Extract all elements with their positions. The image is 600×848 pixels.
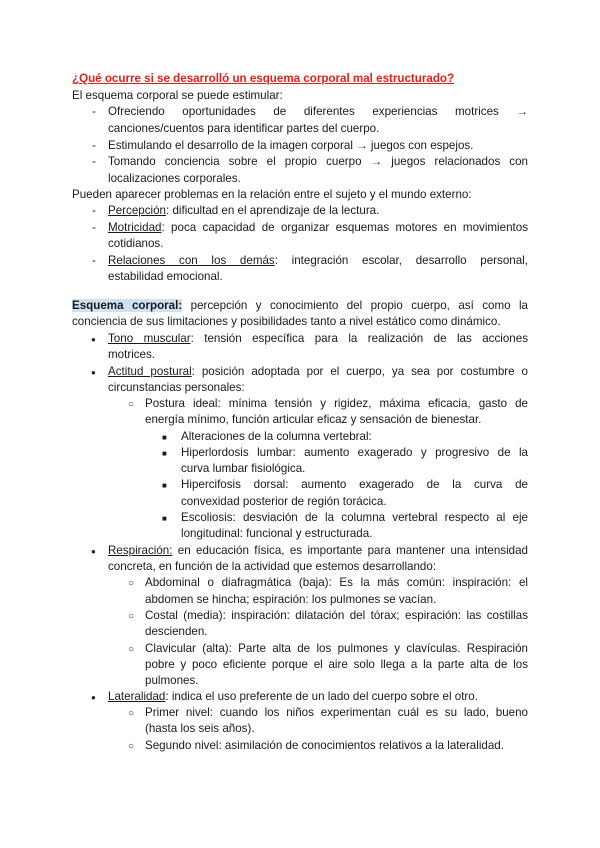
problem-text: : dificultad en el aprendizaje de la lectura. xyxy=(166,204,380,217)
lateralidad-item xyxy=(108,689,478,706)
problem-item-motricidad xyxy=(108,220,528,237)
stimulate-item-1-line-2: canciones/cuentos para identificar partes del cuerpo. xyxy=(108,122,380,135)
problems-intro: Pueden aparecer problemas en la relación entre el sujeto y el mundo externo: xyxy=(72,188,472,201)
hiperlordosis-line-2: curva lumbar fisiológica. xyxy=(181,462,306,475)
abdominal: Abdominal o diafragmática (baja): Es la más común: inspiración: el xyxy=(145,576,528,589)
dash-bullet: - xyxy=(92,254,96,267)
hipercifosis: Hipercifosis dorsal: aumento exagerado de la curva de xyxy=(181,478,528,491)
bullet-square xyxy=(162,445,167,463)
respiracion-item xyxy=(108,543,528,560)
dash-bullet: - xyxy=(92,139,96,152)
lateralidad-text: : indica el uso preferente de un lado del cuerpo sobre el otro. xyxy=(165,690,478,703)
actitud-item-line-2: circunstancias personales: xyxy=(108,381,245,394)
respiracion-item-line-2: concreta, en función de la actividad que estemos desarrollando: xyxy=(108,560,437,573)
problem-item-motricidad-line-2: cotidianos. xyxy=(108,237,164,250)
respiracion-term: Respiración: xyxy=(108,544,173,557)
bullet-dot xyxy=(91,543,96,561)
problem-item-percepcion xyxy=(108,203,379,220)
bullet-circle xyxy=(128,575,134,593)
primer-nivel-line-2: (hasta los seis años). xyxy=(145,722,255,735)
esquema-term: Esquema corporal: xyxy=(72,299,183,312)
esquema-def: percepción y conocimiento del propio cuerpo, así como la xyxy=(182,299,528,312)
postura-ideal: Postura ideal: mínima tensión y rigidez, máxima eficacia, gasto de xyxy=(145,397,528,410)
bullet-circle xyxy=(128,608,134,626)
dash-bullet: - xyxy=(92,155,96,168)
escoliosis: Escoliosis: desviación de la columna vertebral respecto al eje xyxy=(181,511,528,524)
segundo-nivel: Segundo nivel: asimilación de conocimientos relativos a la lateralidad. xyxy=(145,739,504,752)
bullet-square xyxy=(162,477,167,495)
clavicular: Clavicular (alta): Parte alta de los pulmones y clavículas. Respiración xyxy=(145,642,528,655)
stimulate-item-3-line-2: localizaciones corporales. xyxy=(108,172,241,185)
bullet-circle xyxy=(128,705,134,723)
lateralidad-term: Lateralidad xyxy=(108,690,166,703)
bullet-circle xyxy=(128,396,134,414)
actitud-term: Actitud postural xyxy=(108,365,192,378)
dash-bullet: - xyxy=(92,204,96,217)
clavicular-line-3: pulmones. xyxy=(145,674,199,687)
dash-bullet: - xyxy=(92,105,96,118)
primer-nivel: Primer nivel: cuando los niños experimentan cuál es su lado, bueno xyxy=(145,706,528,719)
respiracion-text: en educación física, es importante para mantener una intensidad xyxy=(172,544,528,557)
esquema-definition-line-2: conciencia de sus limitaciones y posibilidades tanto a nivel estático como dinámico. xyxy=(72,315,501,328)
escoliosis-line-2: longitudinal: funcional y estructurada. xyxy=(181,527,373,540)
costal-line-2: descienden. xyxy=(145,625,208,638)
stimulate-item-2: Estimulando el desarrollo de la imagen corporal → juegos con espejos. xyxy=(108,139,474,152)
problem-term: Relaciones con los demás xyxy=(108,254,275,267)
clavicular-line-2: pobre y poco eficiente porque el aire solo llega a la parte alta de los xyxy=(145,658,528,671)
bullet-dot xyxy=(91,331,96,349)
section-title: ¿Qué ocurre si se desarrolló un esquema corporal mal estructurado? xyxy=(72,72,455,85)
postura-ideal-line-2: energía mínimo, función articular eficaz y sensación de bienestar. xyxy=(145,413,482,426)
bullet-circle xyxy=(128,738,134,756)
bullet-dot xyxy=(91,364,96,382)
stimulate-item-1-line-1: Ofreciendo oportunidades de diferentes experiencias motrices → xyxy=(108,105,528,118)
problem-text: : integración escolar, desarrollo personal, xyxy=(274,254,528,267)
problem-term: Motricidad xyxy=(108,221,162,234)
tono-item-line-2: motrices. xyxy=(108,348,156,361)
abdominal-line-2: abdomen se hincha; espiración: los pulmones se vacían. xyxy=(145,593,437,606)
tono-term: Tono muscular xyxy=(108,332,191,345)
hipercifosis-line-2: convexidad posterior de región torácica. xyxy=(181,495,387,508)
bullet-dot xyxy=(91,689,96,707)
tono-item xyxy=(108,331,528,348)
actitud-item xyxy=(108,364,528,381)
alteraciones: Alteraciones de la columna vertebral: xyxy=(181,430,372,443)
tono-text: : tensión específica para la realización de las acciones xyxy=(190,332,528,345)
bullet-circle xyxy=(128,641,134,659)
problem-item-relaciones xyxy=(108,253,528,270)
problem-term: Percepción xyxy=(108,204,167,217)
stimulate-item-3-line-1: Tomando conciencia sobre el propio cuerpo → juegos relacionados con xyxy=(108,155,528,168)
intro-text: El esquema corporal se puede estimular: xyxy=(72,89,283,102)
dash-bullet: - xyxy=(92,221,96,234)
esquema-definition xyxy=(72,298,528,315)
problem-item-relaciones-line-2: estabilidad emocional. xyxy=(108,270,223,283)
bullet-square xyxy=(162,429,167,447)
actitud-text: : posición adoptada por el cuerpo, ya sea por costumbre o xyxy=(191,365,529,378)
problem-text: : poca capacidad de organizar esquemas motores en movimientos xyxy=(161,221,528,234)
hiperlordosis: Hiperlordosis lumbar: aumento exagerado y progresivo de la xyxy=(181,446,528,459)
costal: Costal (media): inspiración: dilatación del tórax; espiración: las costillas xyxy=(145,609,528,622)
bullet-square xyxy=(162,510,167,528)
